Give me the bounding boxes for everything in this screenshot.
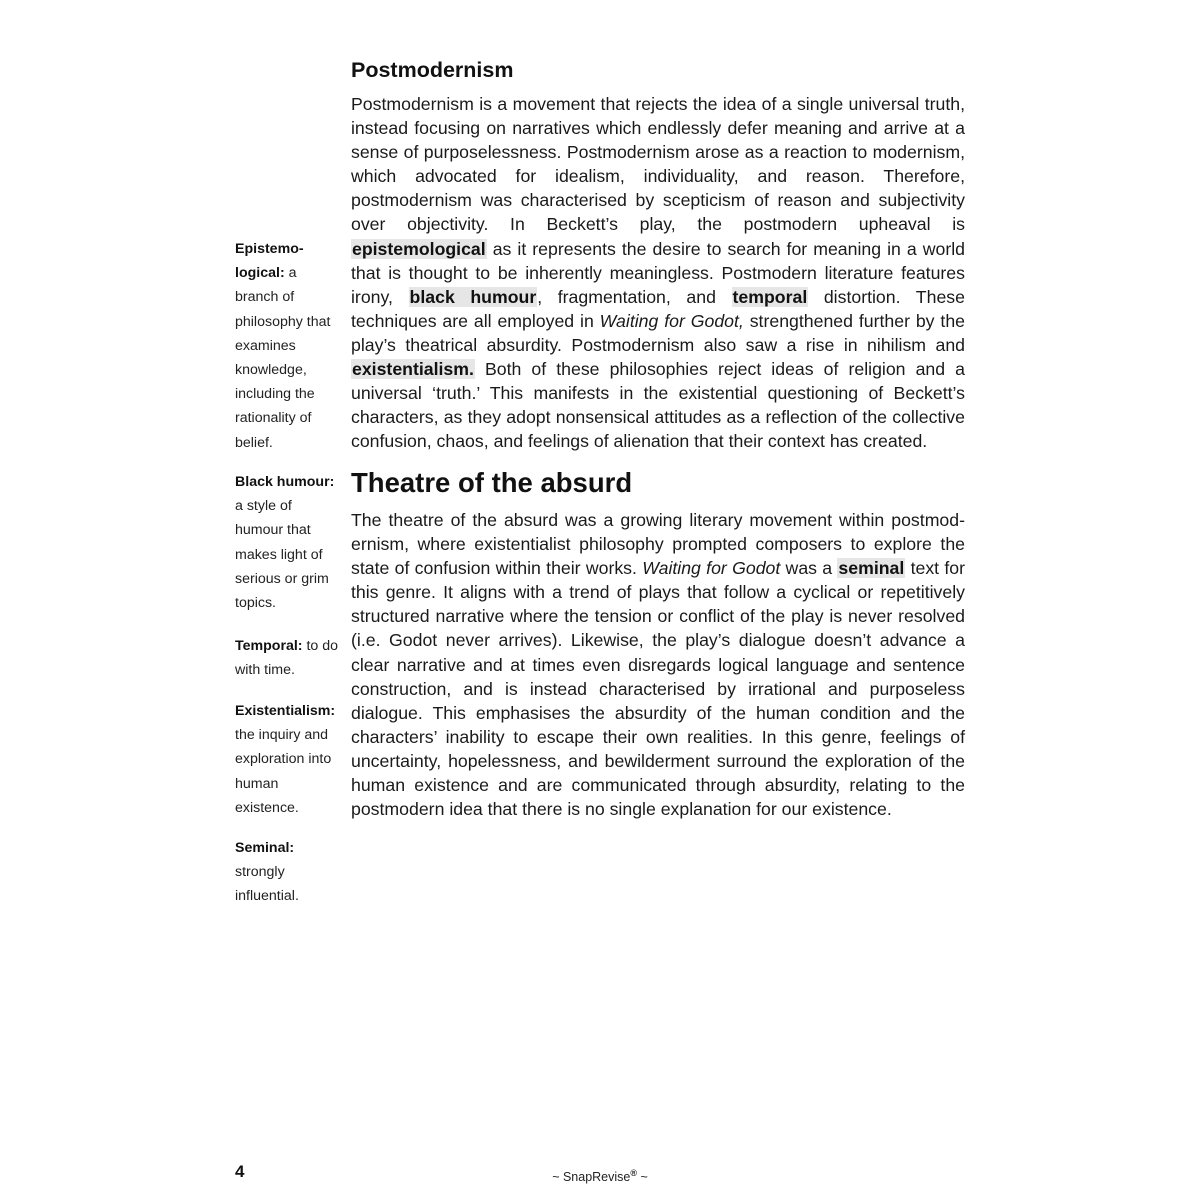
highlight-existentialism: existentialism. <box>352 359 474 380</box>
glossary-definition: strongly influential. <box>235 864 299 905</box>
text-run: was a <box>780 558 838 579</box>
glossary-term: Black humour: <box>235 474 335 490</box>
glossary-definition: the inquiry and exploration into human existence. <box>235 727 332 816</box>
glossary-term: Epistemo-logical: <box>235 241 304 282</box>
text-run: distortion. These techniques are all employed in <box>351 286 965 331</box>
glossary-term: Existentialism: <box>235 703 336 719</box>
highlight-seminal: seminal <box>838 558 905 579</box>
section-heading-theatre-of-the-absurd: Theatre of the absurd <box>351 467 633 498</box>
footer-brand <box>450 1162 750 1188</box>
paragraph-postmodernism <box>351 92 965 453</box>
glossary-term: Seminal: <box>235 840 295 856</box>
text-run: strengthened further by the play’s theatrical absurdity. Postmodernism also saw a rise in nihilism and <box>351 310 965 355</box>
highlight-black-humour: black humour <box>409 286 537 307</box>
glossary-definition: to do with time. <box>235 638 339 679</box>
glossary-definition: a style of humour that makes light of serious or grim topics. <box>235 498 329 612</box>
glossary-entry-seminal <box>235 836 341 909</box>
glossary-entry-temporal <box>235 634 341 682</box>
highlight-temporal: temporal <box>732 286 808 307</box>
text-run: text for this genre. It aligns with a trend of plays that follow a cyclical or repetitively structured narrative where the tension or conflict of the play is never resolved (i.e. Godot never arrives). Likewise, the play’s dialogue doesn’t advance a clear narrative and at times even disregards logical language and sentence construction, and is instead characterised by irrational and purposeless dialogue. This emphasises the absurdity of the human condition and the characters’ inability to escape their own realities. In this genre, feelings of uncertainty, hopelessness, and bewilderment surround the exploration of the human existence and are communicated through absurdity, relating to the postmodern idea that there is no single explanation for our existence. <box>351 558 966 820</box>
registered-mark: ® <box>630 1168 638 1178</box>
text-run: Both of these philosophies reject ideas of religion and a universal ‘truth.’ This manifests in the existential questioning of Beckett’s characters, as they adopt nonsensical attitudes as a reflection of the collective confusion, chaos, and feelings of alienation that their context has created. <box>351 359 965 452</box>
glossary-term: Temporal: <box>235 638 303 654</box>
section-heading-postmodernism: Postmodernism <box>351 58 514 82</box>
glossary-entry-epistemological <box>235 237 341 455</box>
italic-play-title: Waiting for Godot <box>642 558 781 579</box>
paragraph-theatre-of-the-absurd <box>351 508 965 821</box>
text-run: Postmodernism is a movement that rejects the idea of a single universal truth, instead focusing on narratives which endlessly defer meaning and arrive at a sense of purposelessness. Postmodernism arose as a reaction to modernism, which advocated for idealism, individuality, and reason. Therefore, postmodernism was characterised by scepticism of reason and subjectivity over objectivity. In Beckett’s play, the postmodern upheaval is <box>351 94 965 235</box>
text-run: The theatre of the absurd was a growing literary movement within postmodernism, where existentialist philosophy prompted composers to explore the state of confusion within their works. <box>351 510 965 579</box>
glossary-entry-existentialism <box>235 699 341 820</box>
highlight-epistemological: epistemological <box>352 238 486 259</box>
glossary-entry-black-humour <box>235 470 341 615</box>
text-run: as it represents the desire to search for meaning in a world that is thought to be inherently meaningless. Postmodern literature features irony, <box>351 238 965 307</box>
page-number: 4 <box>235 1162 245 1181</box>
italic-play-title: Waiting for Godot, <box>599 310 744 331</box>
brand-suffix: ~ <box>637 1170 648 1185</box>
brand-prefix: ~ SnapRevise <box>552 1170 631 1185</box>
glossary-definition: a branch of philosophy that examines knowledge, including the rationality of belief. <box>235 265 331 451</box>
text-run: , fragmentation, and <box>537 286 732 307</box>
